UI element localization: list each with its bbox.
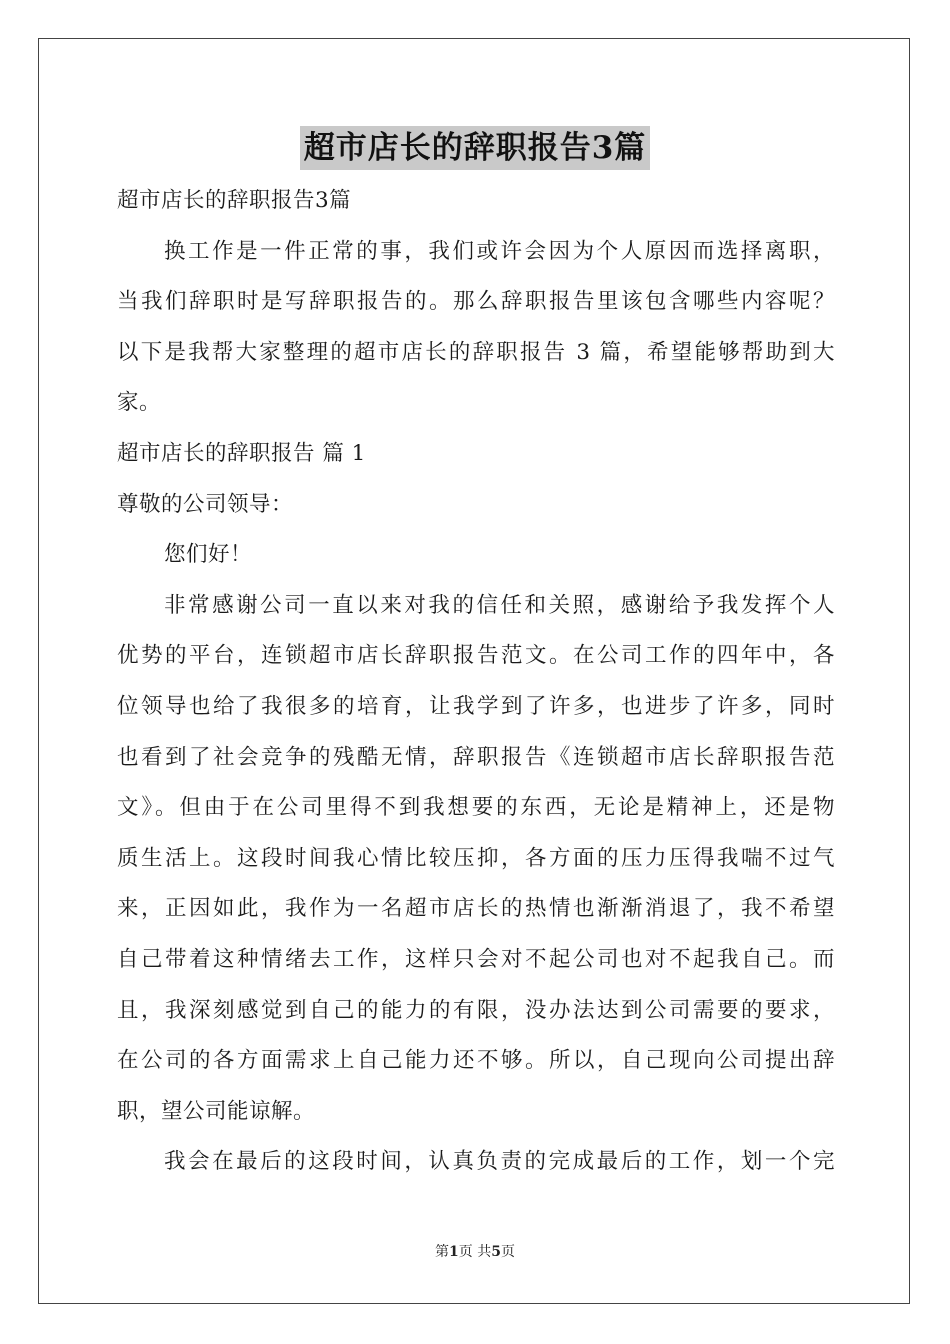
text-line: 在公司的各方面需求上自己能力还不够。所以，自己现向公司提出辞	[117, 1048, 835, 1074]
text-line: 质生活上。这段时间我心情比较压抑，各方面的压力压得我喘不过气	[117, 845, 835, 871]
text-line: 您们好！	[164, 542, 253, 568]
footer-prefix: 第	[435, 1244, 450, 1260]
text-line: 职，望公司能谅解。	[117, 1098, 316, 1124]
text-line: 家。	[117, 390, 162, 416]
document-title: 超市店长的辞职报告3篇	[300, 126, 651, 170]
text-line: 超市店长的辞职报告3篇	[117, 188, 352, 213]
text-line: 换工作是一件正常的事，我们或许会因为个人原因而选择离职，	[164, 238, 835, 264]
text-line: 我会在最后的这段时间，认真负责的完成最后的工作，划一个完	[164, 1149, 835, 1175]
text-line: 来，正因如此，我作为一名超市店长的热情也渐渐消退了，我不希望	[117, 896, 835, 922]
text-line: 超市店长的辞职报告 篇 1	[117, 440, 366, 466]
text-line: 优势的平台，连锁超市店长辞职报告范文。在公司工作的四年中，各	[117, 643, 835, 669]
footer-current-page: 1	[449, 1244, 459, 1260]
text-line: 自己带着这种情绪去工作，这样只会对不起公司也对不起我自己。而	[117, 946, 835, 972]
document-body	[117, 176, 835, 1188]
text-line: 以下是我帮大家整理的超市店长的辞职报告 3 篇，希望能够帮助到大	[117, 339, 835, 365]
text-line: 尊敬的公司领导：	[117, 491, 294, 517]
text-line: 文》。但由于在公司里得不到我想要的东西，无论是精神上，还是物	[117, 795, 835, 821]
footer-mid: 页 共	[458, 1244, 492, 1260]
text-line: 且，我深刻感觉到自己的能力的有限，没办法达到公司需要的要求，	[117, 997, 835, 1023]
text-line: 位领导也给了我很多的培育，让我学到了许多，也进步了许多，同时	[117, 693, 835, 719]
footer-total-pages: 5	[491, 1244, 501, 1260]
page-footer	[0, 1241, 950, 1261]
text-line: 非常感谢公司一直以来对我的信任和关照，感谢给予我发挥个人	[164, 592, 835, 618]
text-line: 当我们辞职时是写辞职报告的。那么辞职报告里该包含哪些内容呢？	[117, 289, 835, 315]
title-container	[0, 126, 950, 170]
footer-suffix: 页	[500, 1244, 515, 1260]
text-line: 也看到了社会竞争的残酷无情，辞职报告《连锁超市店长辞职报告范	[117, 744, 835, 770]
